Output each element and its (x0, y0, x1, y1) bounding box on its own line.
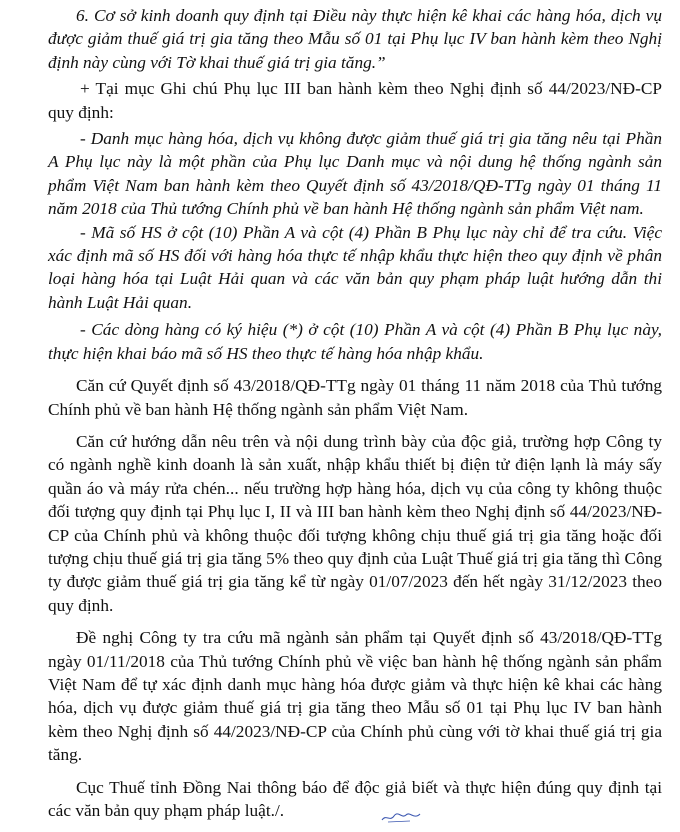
paragraph-closing: Cục Thuế tỉnh Đồng Nai thông báo để độc giả biết và thực hiện đúng quy định tại các văn bản quy phạm pháp luật./. (48, 777, 662, 820)
paragraph-legal-basis: Căn cứ Quyết định số 43/2018/QĐ-TTg ngày 01 tháng 11 năm 2018 của Thủ tướng Chính phủ về ban hành Hệ thống ngành sản phẩm Việt Nam. (48, 376, 662, 419)
paragraph-clause-6: 6. Cơ sở kinh doanh quy định tại Điều này thực hiện kê khai các hàng hóa, dịch vụ được giảm thuế giá trị gia tăng theo Mẫu số 01 tại Phụ lục IV ban hành kèm theo Nghị định này cùng với Tờ khai thuế giá trị gia tăng.” (48, 6, 662, 72)
paragraph-conclusion: Căn cứ hướng dẫn nêu trên và nội dung trình bày của độc giả, trường hợp Công ty có ngành nghề kinh doanh là sản xuất, nhập khẩu thiết bị điện tử điện lạnh là máy sấy quần áo và máy rửa chén... nếu trường hợp hàng hóa, dịch vụ của công ty không thuộc đối tượng quy định tại Phụ lục I, II và III ban hành kèm theo Nghị định số 44/2023/NĐ-CP của Chính phủ và không thuộc đối tượng không chịu thuế giá trị gia tăng hoặc đối tượng chịu thuế giá trị gia tăng 5% theo quy định của Luật Thuế giá trị gia tăng thì Công ty được giảm thuế giá trị gia tăng kể từ ngày 01/07/2023 đến hết ngày 31/12/2023 theo quy định. (48, 431, 662, 615)
paragraph-note-heading: + Tại mục Ghi chú Phụ lục III ban hành kèm theo Nghị định số 44/2023/NĐ-CP quy định: (48, 79, 662, 122)
note-item-asterisk: - Các dòng hàng có ký hiệu (*) ở cột (10) Phần A và cột (4) Phần B Phụ lục này, thực hiện khai báo mã số HS theo thực tế hàng hóa nhập khẩu. (48, 320, 662, 363)
signature-mark (380, 810, 422, 824)
paragraph-recommendation: Đề nghị Công ty tra cứu mã ngành sản phẩm tại Quyết định số 43/2018/QĐ-TTg ngày 01/11/2018 của Thủ tướng Chính phủ về việc ban hành hệ thống ngành sản phẩm Việt Nam để tự xác định danh mục hàng hóa được giảm và thực hiện kê khai các hàng hóa, dịch vụ được giảm thuế giá trị gia tăng theo Mẫu số 01 tại Phụ lục IV ban hành kèm theo Nghị định số 44/2023/NĐ-CP của Chính phủ cùng với tờ khai thuế giá trị gia tăng. (48, 628, 662, 765)
note-list (0, 127, 680, 365)
note-item-hs-code: - Mã số HS ở cột (10) Phần A và cột (4) Phần B Phụ lục này chỉ để tra cứu. Việc xác định mã số HS đối với hàng hóa thực tế nhập khẩu thực hiện theo quy định về phân loại hàng hóa tại Luật Hải quan và các văn bản quy phạm pháp luật hướng dẫn thi hành Luật Hải quan. (48, 222, 662, 312)
note-item-goods-list: - Danh mục hàng hóa, dịch vụ không được giảm thuế giá trị gia tăng nêu tại Phần A Phụ lục này là một phần của Phụ lục Danh mục và nội dung hệ thống ngành sản phẩm Việt Nam ban hành kèm theo Quyết định số 43/2018/QĐ-TTg ngày 01 tháng 11 năm 2018 của Thủ tướng Chính phủ về ban hành Hệ thống ngành sản phẩm Việt nam. (48, 129, 662, 219)
